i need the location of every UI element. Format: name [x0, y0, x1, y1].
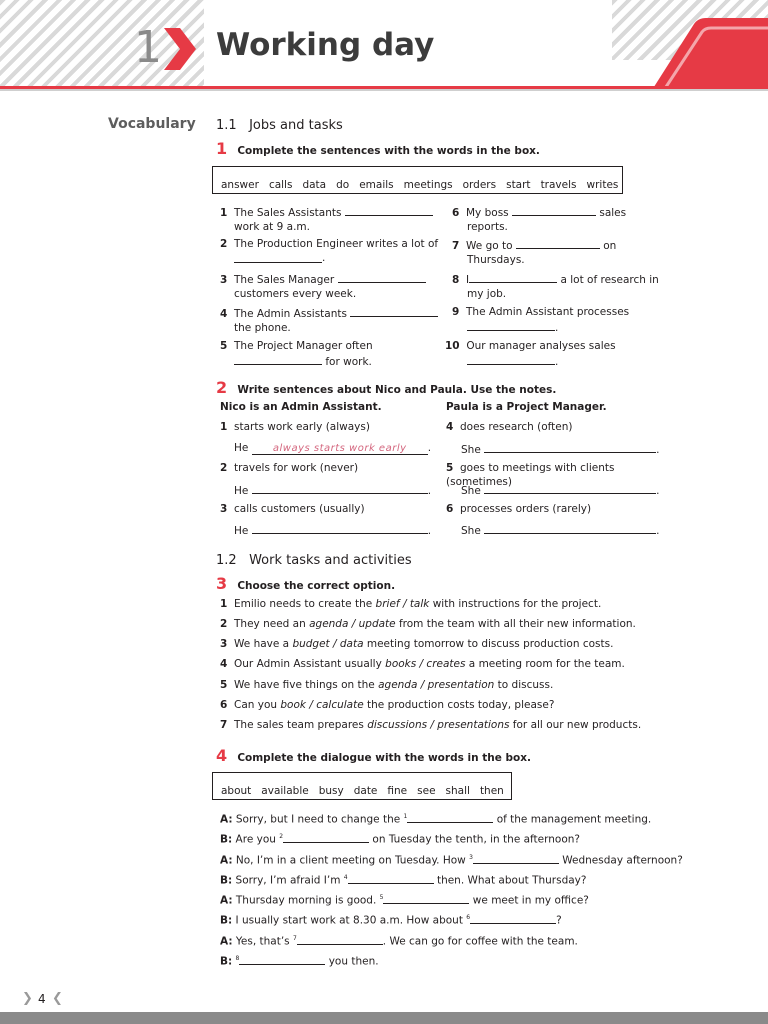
exercise-3-item — [220, 699, 720, 713]
speaker: A: — [220, 854, 233, 867]
word-box-item: emails — [359, 179, 394, 191]
answer-blank[interactable] — [469, 272, 557, 283]
gap-number: 7 — [292, 935, 297, 942]
item-text: The Sales Assistants — [234, 207, 342, 219]
word-box-item: data — [302, 179, 327, 191]
dialogue-text: Wednesday afternoon? — [558, 854, 683, 867]
exercise-instruction: Complete the dialogue with the words in the box. — [237, 752, 531, 764]
footer-bar — [0, 1012, 768, 1024]
exercise-2-item — [220, 421, 440, 435]
word-box-item: start — [506, 179, 531, 191]
item-text: on — [603, 240, 617, 252]
exercise-3-item — [220, 679, 720, 693]
section-number: 1.2 — [216, 553, 237, 568]
option-choice[interactable]: brief / talk — [375, 598, 430, 610]
dialogue-text: we meet in my office? — [469, 894, 589, 907]
exercise-2-answer-line: She . — [461, 485, 660, 497]
exercise-1-item — [452, 238, 662, 267]
exercise-1-item — [220, 205, 445, 234]
section-number: 1.1 — [216, 118, 237, 133]
dialogue-text: Thursday morning is good. — [235, 894, 380, 907]
exercise-2-item — [446, 503, 676, 517]
item-number: 1 — [220, 421, 228, 433]
answer-blank[interactable] — [234, 252, 322, 263]
pronoun: She — [461, 485, 481, 497]
exercise-1-item — [220, 272, 445, 301]
exercise-4-header — [216, 746, 531, 765]
exercise-1-item — [445, 340, 665, 369]
dialogue-line — [220, 952, 740, 969]
header-rule-shadow — [0, 89, 768, 91]
gap-number: 4 — [343, 874, 348, 881]
answer-blank[interactable] — [407, 812, 493, 823]
exercise-2-item — [446, 421, 676, 435]
item-text: They need an — [234, 618, 310, 630]
answer-blank[interactable] — [239, 954, 325, 965]
page-number: 4 — [38, 992, 46, 1006]
gap-number: 2 — [279, 833, 284, 840]
item-text: the phone. — [234, 321, 291, 334]
word-box-item: busy — [318, 785, 344, 797]
item-number: 9 — [452, 306, 460, 318]
page-next-chevron-icon: ❮ — [52, 991, 63, 1006]
option-choice[interactable]: agenda / presentation — [378, 679, 495, 691]
item-text: My boss — [466, 207, 509, 219]
unit-title: Working day — [216, 27, 435, 63]
answer-blank[interactable] — [348, 873, 434, 884]
item-text: with instructions for the project. — [429, 598, 602, 610]
speaker: A: — [220, 813, 233, 826]
dialogue-text: . We can go for coffee with the team. — [382, 935, 578, 948]
item-text: customers every week. — [234, 287, 357, 300]
dialogue-line — [220, 911, 740, 928]
answer-blank[interactable] — [297, 934, 383, 945]
exercise-2-answer-line: He . — [234, 485, 432, 497]
dialogue-line — [220, 810, 740, 827]
option-choice[interactable]: book / calculate — [280, 699, 364, 711]
dialogue-text: you then. — [325, 955, 379, 968]
option-choice[interactable]: books / creates — [385, 658, 466, 670]
word-box-1 — [212, 166, 623, 194]
exercise-3-item — [220, 638, 720, 652]
item-text: The Admin Assistants — [234, 308, 347, 320]
unit-chevron-icon — [162, 28, 202, 70]
item-number: 4 — [220, 658, 228, 670]
item-text: The sales team prepares — [234, 719, 368, 731]
word-box-item: writes — [586, 179, 619, 191]
item-text: from the team with all their new information. — [395, 618, 636, 630]
dialogue-text: No, I’m in a client meeting on Tuesday. How — [235, 854, 470, 867]
item-text: meeting tomorrow to discuss production costs. — [363, 638, 614, 650]
dialogue-text: of the management meeting. — [493, 813, 652, 826]
item-text: The Admin Assistant processes — [466, 306, 630, 318]
gap-number: 3 — [469, 854, 473, 861]
exercise-1-item — [220, 238, 455, 265]
gap-number: 5 — [379, 894, 384, 901]
dialogue-line — [220, 891, 740, 908]
pronoun: She — [461, 525, 481, 537]
exercise-1-item — [452, 272, 667, 301]
exercise-3-item — [220, 658, 720, 672]
answer-blank[interactable] — [234, 354, 322, 365]
exercise-instruction: Choose the correct option. — [237, 580, 396, 592]
item-text: We go to — [466, 240, 513, 252]
section-1-1-heading — [216, 118, 343, 133]
item-number: 6 — [220, 699, 228, 711]
dialogue-text: then. What about Thursday? — [433, 874, 587, 887]
word-box-item: about — [221, 785, 252, 797]
dialogue-line — [220, 830, 740, 847]
option-choice[interactable]: agenda / update — [309, 618, 396, 630]
item-text: The Production Engineer writes a lot of — [234, 238, 439, 250]
word-box-item: fine — [387, 785, 408, 797]
pronoun: She — [461, 444, 481, 456]
exercise-2-item — [220, 503, 440, 517]
answer-blank[interactable] — [252, 483, 428, 494]
exercise-2-header — [216, 378, 556, 397]
item-number: 7 — [220, 719, 228, 731]
item-text: We have a — [234, 638, 293, 650]
exercise-3-item — [220, 598, 720, 612]
item-text: a meeting room for the team. — [465, 658, 625, 670]
word-box-item: meetings — [403, 179, 453, 191]
pronoun: He — [234, 442, 249, 454]
item-text: a lot of research in — [560, 274, 659, 286]
word-box-item: answer — [221, 179, 259, 191]
handwritten-answer: always starts work early — [272, 443, 407, 454]
gap-number: 8 — [235, 955, 240, 962]
item-text: the production costs today, please? — [363, 699, 555, 711]
pronoun: He — [234, 525, 249, 537]
item-text: Our Admin Assistant usually — [234, 658, 386, 670]
item-note: processes orders (rarely) — [460, 503, 592, 515]
item-number: 2 — [220, 462, 228, 474]
dialogue-text: Yes, that’s — [235, 935, 293, 948]
item-number: 1 — [220, 207, 228, 219]
exercise-number: 2 — [216, 378, 228, 397]
answer-blank[interactable] — [383, 893, 469, 904]
item-number: 6 — [446, 503, 454, 515]
item-text: We have five things on the — [234, 679, 379, 691]
word-box-item: then — [479, 785, 504, 797]
header-ribbon — [612, 18, 768, 90]
exercise-number: 4 — [216, 746, 228, 765]
exercise-number: 1 — [216, 139, 228, 158]
dialogue-text: on Tuesday the tenth, in the afternoon? — [369, 833, 581, 846]
exercise-1-header — [216, 139, 540, 158]
exercise-2-answer-line: He always starts work early . — [234, 442, 432, 454]
exercise-2-answer-line: She . — [461, 444, 660, 456]
item-text: Thursdays. — [467, 253, 525, 266]
item-number: 4 — [446, 421, 454, 433]
item-text: The Sales Manager — [234, 274, 335, 286]
exercise-3-item — [220, 719, 720, 733]
word-box-item: travels — [540, 179, 577, 191]
page-prev-chevron-icon: ❯ — [22, 991, 33, 1006]
dialogue-text: Sorry, I’m afraid I’m — [235, 874, 344, 887]
item-text: Can you — [234, 699, 281, 711]
exercise-number: 3 — [216, 574, 228, 593]
answer-blank[interactable] — [338, 272, 426, 283]
exercise-1-item — [220, 306, 445, 335]
item-text: work at 9 a.m. — [234, 220, 310, 233]
item-number: 3 — [220, 503, 228, 515]
exercise-1-item — [452, 205, 662, 234]
item-number: 5 — [446, 462, 454, 474]
item-note: goes to meetings with clients (sometimes) — [446, 462, 615, 488]
exercise-2-answer-line: She . — [461, 525, 660, 537]
item-text: to discuss. — [494, 679, 554, 691]
item-number: 7 — [452, 240, 460, 252]
item-note: does research (often) — [460, 421, 573, 433]
item-text: for all our new products. — [509, 719, 642, 731]
item-text: Emilio needs to create the — [234, 598, 376, 610]
item-number: 2 — [220, 618, 228, 630]
word-box-item: date — [353, 785, 378, 797]
unit-number: 1 — [134, 22, 162, 73]
exercise-2-answer-line: He . — [234, 525, 432, 537]
dialogue-text: Sorry, but I need to change the — [235, 813, 404, 826]
word-box-item: see — [417, 785, 436, 797]
item-number: 8 — [452, 274, 460, 286]
exercise-3-header — [216, 574, 395, 593]
item-number: 3 — [220, 638, 228, 650]
item-text: Our manager analyses sales — [466, 340, 616, 352]
speaker: B: — [220, 874, 233, 887]
dialogue-text: Are you — [235, 833, 280, 846]
exercise-1-item — [220, 340, 445, 369]
answer-blank[interactable] — [252, 442, 428, 455]
answer-blank[interactable] — [350, 306, 438, 317]
item-text: sales — [599, 207, 627, 219]
item-note: calls customers (usually) — [234, 503, 365, 515]
section-1-2-heading — [216, 553, 412, 568]
speaker: B: — [220, 914, 233, 927]
item-number: 6 — [452, 207, 460, 219]
gap-number: 1 — [403, 813, 408, 820]
section-label: Vocabulary — [108, 116, 196, 132]
item-text: my job. — [467, 287, 507, 300]
item-number: 4 — [220, 308, 228, 320]
word-box-item: calls — [268, 179, 293, 191]
word-box-item: available — [261, 785, 309, 797]
word-box-item: orders — [462, 179, 497, 191]
nico-heading: Nico is an Admin Assistant. — [220, 401, 382, 413]
answer-blank[interactable] — [467, 354, 555, 365]
paula-heading: Paula is a Project Manager. — [446, 401, 607, 413]
answer-blank[interactable] — [512, 205, 596, 216]
item-number: 1 — [220, 598, 228, 610]
option-choice[interactable]: budget / data — [292, 638, 364, 650]
word-box-4 — [212, 772, 512, 800]
exercise-3-item — [220, 618, 720, 632]
item-number: 2 — [220, 238, 228, 250]
answer-blank[interactable] — [484, 442, 656, 453]
exercise-instruction: Complete the sentences with the words in the box. — [237, 145, 540, 157]
exercise-2-item — [220, 462, 440, 476]
item-number: 5 — [220, 679, 228, 691]
dialogue-text: I usually start work at 8.30 a.m. How about — [235, 914, 467, 927]
answer-blank[interactable] — [345, 205, 433, 216]
item-number: 5 — [220, 340, 228, 352]
option-choice[interactable]: discussions / presentations — [367, 719, 510, 731]
section-title: Jobs and tasks — [249, 118, 343, 133]
dialogue-line — [220, 932, 740, 949]
answer-blank[interactable] — [484, 523, 656, 534]
item-number: 3 — [220, 274, 228, 286]
answer-blank[interactable] — [473, 853, 559, 864]
speaker: A: — [220, 894, 233, 907]
exercise-1-item — [452, 306, 667, 335]
pronoun: He — [234, 485, 249, 497]
dialogue-text: ? — [556, 914, 562, 927]
word-box-item: do — [336, 179, 350, 191]
item-text: . — [322, 251, 326, 264]
exercise-instruction: Write sentences about Nico and Paula. Use the notes. — [237, 384, 557, 396]
answer-blank[interactable] — [516, 238, 600, 249]
speaker: A: — [220, 935, 233, 948]
item-note: travels for work (never) — [234, 462, 359, 474]
item-text: The Project Manager often — [234, 340, 373, 352]
item-text: I — [466, 274, 470, 286]
gap-number: 6 — [466, 914, 471, 921]
answer-blank[interactable] — [283, 832, 369, 843]
item-text: for work. — [325, 355, 372, 368]
answer-blank[interactable] — [467, 320, 555, 331]
dialogue-line — [220, 871, 740, 888]
dialogue-line — [220, 851, 760, 868]
speaker: B: — [220, 955, 233, 968]
section-title: Work tasks and activities — [249, 553, 412, 568]
answer-blank[interactable] — [252, 523, 428, 534]
item-note: starts work early (always) — [234, 421, 370, 433]
answer-blank[interactable] — [484, 483, 656, 494]
item-text: reports. — [467, 220, 508, 233]
item-text: . — [555, 321, 559, 334]
word-box-item: shall — [445, 785, 470, 797]
item-text: . — [555, 355, 559, 368]
answer-blank[interactable] — [470, 913, 556, 924]
speaker: B: — [220, 833, 233, 846]
item-number: 10 — [445, 340, 460, 352]
